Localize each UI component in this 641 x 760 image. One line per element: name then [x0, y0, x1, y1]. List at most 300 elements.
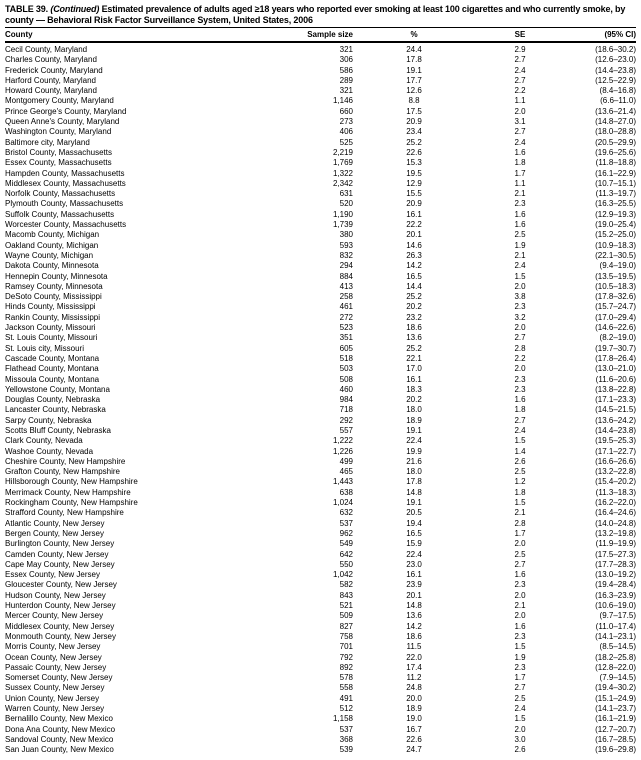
cell-county: Worcester County, Massachusetts: [5, 220, 127, 230]
cell-se: 1.6: [514, 395, 526, 405]
table-row: [5, 519, 636, 529]
cell-se: 1.6: [514, 147, 526, 157]
cell-ci: (16.3–25.5): [595, 199, 636, 209]
cell-percent: 17.8: [406, 477, 422, 487]
cell-se: 2.0: [514, 323, 526, 333]
table-row: [5, 313, 636, 323]
cell-percent: 19.5: [406, 168, 422, 178]
table-row: [5, 498, 636, 508]
cell-ci: (8.5–14.5): [599, 642, 636, 652]
table-row: [5, 642, 636, 652]
cell-ci: (13.6–21.4): [595, 106, 636, 116]
cell-ci: (11.8–18.8): [595, 158, 636, 168]
table-row: [5, 282, 636, 292]
cell-percent: 22.4: [406, 549, 422, 559]
cell-sample-size: 321: [339, 45, 353, 54]
cell-percent: 18.0: [406, 405, 422, 415]
cell-ci: (11.0–17.4): [595, 621, 636, 631]
cell-sample-size: 539: [339, 745, 353, 755]
prevalence-table: [5, 27, 636, 755]
cell-sample-size: 525: [339, 137, 353, 147]
cell-ci: (18.0–28.8): [595, 127, 636, 137]
table-title: [5, 4, 636, 26]
table-row: [5, 210, 636, 220]
cell-sample-size: 292: [339, 415, 353, 425]
cell-percent: 14.6: [406, 240, 422, 250]
cell-county: Queen Anne's County, Maryland: [5, 117, 120, 127]
cell-county: Middlesex County, New Jersey: [5, 621, 115, 631]
cell-ci: (6.6–11.0): [600, 96, 636, 106]
cell-se: 1.5: [514, 271, 526, 281]
cell-ci: (12.7–20.7): [595, 724, 636, 734]
cell-sample-size: 258: [339, 292, 353, 302]
table-row: [5, 416, 636, 426]
cell-sample-size: 1,443: [332, 477, 353, 487]
cell-se: 2.0: [514, 281, 526, 291]
cell-sample-size: 843: [339, 590, 353, 600]
cell-sample-size: 2,342: [332, 178, 353, 188]
cell-percent: 20.1: [406, 230, 422, 240]
cell-se: 1.8: [514, 487, 526, 497]
cell-county: Hunterdon County, New Jersey: [5, 601, 116, 611]
table-row: [5, 653, 636, 663]
cell-se: 2.4: [514, 704, 526, 713]
table-row: [5, 42, 636, 55]
cell-sample-size: 593: [339, 240, 353, 250]
cell-percent: 25.2: [406, 137, 422, 147]
cell-sample-size: 549: [339, 539, 353, 549]
cell-se: 2.5: [514, 230, 526, 240]
cell-county: Ramsey County, Minnesota: [5, 281, 103, 291]
cell-ci: (14.1–23.7): [595, 704, 636, 713]
cell-ci: (19.4–28.4): [595, 580, 636, 590]
cell-county: Scotts Bluff County, Nebraska: [5, 425, 111, 435]
cell-percent: 22.4: [406, 436, 422, 446]
cell-percent: 18.9: [406, 415, 422, 425]
cell-sample-size: 578: [339, 673, 353, 683]
table-row: [5, 673, 636, 683]
table-title-continued: (Continued): [50, 4, 100, 14]
cell-sample-size: 758: [339, 631, 353, 641]
cell-se: 2.3: [514, 631, 526, 641]
cell-percent: 20.1: [406, 590, 422, 600]
cell-county: Hampden County, Massachusetts: [5, 168, 125, 178]
table-header: [5, 28, 636, 43]
cell-sample-size: 521: [339, 601, 353, 611]
table-row: [5, 632, 636, 642]
cell-percent: 12.9: [406, 178, 422, 188]
cell-sample-size: 537: [339, 518, 353, 528]
column-header-sample-size: Sample size: [307, 30, 353, 39]
cell-county: Sandoval County, New Mexico: [5, 734, 114, 744]
cell-county: Grafton County, New Hampshire: [5, 467, 121, 477]
table-row: [5, 580, 636, 590]
cell-county: Sarpy County, Nebraska: [5, 415, 92, 425]
cell-ci: (16.4–24.6): [595, 508, 636, 518]
cell-county: St. Louis County, Missouri: [5, 333, 98, 343]
cell-se: 2.3: [514, 302, 526, 312]
cell-county: Warren County, New Jersey: [5, 704, 105, 713]
cell-county: Atlantic County, New Jersey: [5, 518, 105, 528]
cell-county: Cascade County, Montana: [5, 353, 100, 363]
cell-percent: 14.8: [406, 487, 422, 497]
cell-percent: 20.9: [406, 117, 422, 127]
cell-percent: 19.1: [406, 498, 422, 508]
cell-sample-size: 508: [339, 374, 353, 384]
cell-se: 1.5: [514, 498, 526, 508]
cell-percent: 24.7: [406, 745, 422, 755]
cell-se: 2.9: [514, 45, 526, 54]
cell-county: Suffolk County, Massachusetts: [5, 209, 115, 219]
cell-county: Somerset County, New Jersey: [5, 673, 113, 683]
cell-percent: 22.1: [406, 353, 422, 363]
cell-sample-size: 1,226: [332, 446, 353, 456]
table-row: [5, 529, 636, 539]
cell-sample-size: 460: [339, 384, 353, 394]
cell-se: 1.8: [514, 405, 526, 415]
cell-sample-size: 509: [339, 611, 353, 621]
cell-ci: (12.6–23.0): [595, 55, 636, 65]
table-title-number: TABLE 39.: [5, 4, 48, 14]
table-row: [5, 272, 636, 282]
cell-ci: (11.3–19.7): [595, 189, 636, 199]
cell-county: Washoe County, Nevada: [5, 446, 94, 456]
cell-sample-size: 465: [339, 467, 353, 477]
cell-ci: (14.4–23.8): [595, 425, 636, 435]
cell-ci: (17.8–26.4): [595, 353, 636, 363]
cell-sample-size: 351: [339, 333, 353, 343]
cell-percent: 17.0: [406, 364, 422, 374]
cell-percent: 13.6: [406, 333, 422, 343]
cell-se: 2.7: [514, 75, 526, 85]
cell-ci: (13.5–19.5): [595, 271, 636, 281]
cell-county: Jackson County, Missouri: [5, 323, 96, 333]
cell-county: Lancaster County, Nebraska: [5, 405, 106, 415]
table-row: [5, 86, 636, 96]
cell-sample-size: 832: [339, 250, 353, 260]
column-header-county: County: [5, 30, 33, 39]
table-row: [5, 725, 636, 735]
cell-county: Hinds County, Mississippi: [5, 302, 96, 312]
cell-sample-size: 413: [339, 281, 353, 291]
cell-se: 2.7: [514, 683, 526, 693]
cell-sample-size: 272: [339, 312, 353, 322]
cell-ci: (17.0–29.4): [595, 312, 636, 322]
cell-percent: 19.0: [406, 714, 422, 724]
table-row: [5, 292, 636, 302]
cell-sample-size: 892: [339, 662, 353, 672]
cell-se: 2.0: [514, 724, 526, 734]
cell-percent: 25.2: [406, 292, 422, 302]
table-row: [5, 683, 636, 693]
cell-percent: 15.3: [406, 158, 422, 168]
cell-percent: 16.5: [406, 528, 422, 538]
cell-se: 2.1: [514, 601, 526, 611]
cell-sample-size: 558: [339, 683, 353, 693]
table-row: [5, 107, 636, 117]
cell-se: 1.7: [514, 673, 526, 683]
table-row: [5, 220, 636, 230]
cell-county: Howard County, Maryland: [5, 86, 97, 96]
cell-ci: (16.7–28.5): [595, 734, 636, 744]
cell-county: Rockingham County, New Hampshire: [5, 498, 138, 508]
cell-sample-size: 461: [339, 302, 353, 312]
table-row: [5, 591, 636, 601]
cell-se: 2.7: [514, 415, 526, 425]
cell-se: 2.6: [514, 745, 526, 755]
column-header-ci: (95% CI): [604, 30, 636, 39]
cell-percent: 20.2: [406, 302, 422, 312]
cell-county: Ocean County, New Jersey: [5, 652, 102, 662]
cell-percent: 21.6: [406, 456, 422, 466]
cell-percent: 23.0: [406, 559, 422, 569]
cell-se: 2.1: [514, 250, 526, 260]
cell-sample-size: 2,219: [332, 147, 353, 157]
cell-county: DeSoto County, Mississippi: [5, 292, 102, 302]
cell-percent: 17.8: [406, 55, 422, 65]
cell-sample-size: 289: [339, 75, 353, 85]
table-body: [5, 42, 636, 755]
cell-se: 1.8: [514, 158, 526, 168]
cell-ci: (11.6–20.6): [595, 374, 636, 384]
cell-sample-size: 632: [339, 508, 353, 518]
table-row: [5, 560, 636, 570]
cell-percent: 18.6: [406, 631, 422, 641]
table-row: [5, 138, 636, 148]
cell-percent: 22.2: [406, 220, 422, 230]
table-row: [5, 405, 636, 415]
cell-ci: (19.5–25.3): [595, 436, 636, 446]
cell-sample-size: 718: [339, 405, 353, 415]
cell-sample-size: 499: [339, 456, 353, 466]
cell-county: Charles County, Maryland: [5, 55, 97, 65]
cell-percent: 25.2: [406, 343, 422, 353]
cell-county: Missoula County, Montana: [5, 374, 100, 384]
cell-se: 2.3: [514, 374, 526, 384]
cell-se: 1.6: [514, 220, 526, 230]
cell-county: Essex County, Massachusetts: [5, 158, 112, 168]
cell-ci: (16.1–21.9): [595, 714, 636, 724]
cell-sample-size: 605: [339, 343, 353, 353]
cell-percent: 20.2: [406, 395, 422, 405]
cell-ci: (15.2–25.0): [595, 230, 636, 240]
cell-se: 1.9: [514, 240, 526, 250]
cell-ci: (18.2–25.8): [595, 652, 636, 662]
cell-sample-size: 1,024: [332, 498, 353, 508]
cell-percent: 18.3: [406, 384, 422, 394]
cell-county: Plymouth County, Massachusetts: [5, 199, 124, 209]
cell-se: 1.4: [514, 446, 526, 456]
cell-sample-size: 582: [339, 580, 353, 590]
cell-sample-size: 550: [339, 559, 353, 569]
cell-percent: 15.5: [406, 189, 422, 199]
cell-sample-size: 642: [339, 549, 353, 559]
table-row: [5, 622, 636, 632]
cell-sample-size: 368: [339, 734, 353, 744]
cell-ci: (13.8–22.8): [595, 384, 636, 394]
cell-ci: (14.1–23.1): [595, 631, 636, 641]
cell-county: Passaic County, New Jersey: [5, 662, 107, 672]
table-row: [5, 550, 636, 560]
column-header-se: SE: [514, 30, 526, 39]
cell-ci: (18.6–30.2): [595, 45, 636, 54]
cell-ci: (12.9–19.3): [595, 209, 636, 219]
cell-se: 1.6: [514, 570, 526, 580]
cell-county: Hillsborough County, New Hampshire: [5, 477, 138, 487]
cell-sample-size: 1,042: [332, 570, 353, 580]
cell-ci: (20.5–29.9): [595, 137, 636, 147]
cell-sample-size: 520: [339, 199, 353, 209]
table-row: [5, 745, 636, 755]
cell-se: 2.3: [514, 199, 526, 209]
cell-county: Dona Ana County, New Mexico: [5, 724, 116, 734]
cell-percent: 8.8: [408, 96, 420, 106]
table-row: [5, 601, 636, 611]
table-row: [5, 199, 636, 209]
cell-ci: (9.4–19.0): [599, 261, 636, 271]
cell-county: Baltimore city, Maryland: [5, 137, 90, 147]
cell-county: Flathead County, Montana: [5, 364, 99, 374]
cell-county: Dakota County, Minnesota: [5, 261, 99, 271]
table-row: [5, 714, 636, 724]
cell-sample-size: 1,146: [332, 96, 353, 106]
table-row: [5, 261, 636, 271]
cell-sample-size: 518: [339, 353, 353, 363]
cell-se: 3.0: [514, 734, 526, 744]
cell-county: Cheshire County, New Hampshire: [5, 456, 126, 466]
cell-county: Bristol County, Massachusetts: [5, 147, 113, 157]
cell-county: Monmouth County, New Jersey: [5, 631, 117, 641]
cell-ci: (13.2–19.8): [595, 528, 636, 538]
cell-sample-size: 827: [339, 621, 353, 631]
cell-percent: 26.3: [406, 250, 422, 260]
cell-sample-size: 792: [339, 652, 353, 662]
cell-se: 2.4: [514, 425, 526, 435]
cell-sample-size: 1,190: [332, 209, 353, 219]
column-header-percent: %: [410, 30, 418, 39]
table-row: [5, 395, 636, 405]
cell-county: Essex County, New Jersey: [5, 570, 100, 580]
cell-percent: 22.6: [406, 147, 422, 157]
cell-sample-size: 660: [339, 106, 353, 116]
cell-ci: (13.0–21.0): [595, 364, 636, 374]
cell-se: 2.5: [514, 467, 526, 477]
cell-county: Hennepin County, Minnesota: [5, 271, 108, 281]
cell-se: 1.5: [514, 714, 526, 724]
cell-ci: (7.9–14.5): [599, 673, 636, 683]
cell-se: 2.8: [514, 518, 526, 528]
cell-se: 1.5: [514, 642, 526, 652]
cell-sample-size: 1,158: [332, 714, 353, 724]
cell-ci: (8.4–16.8): [599, 86, 636, 96]
cell-ci: (19.6–29.8): [595, 745, 636, 755]
cell-county: St. Louis city, Missouri: [5, 343, 84, 353]
table-row: [5, 508, 636, 518]
cell-se: 2.7: [514, 559, 526, 569]
table-row: [5, 611, 636, 621]
cell-ci: (11.3–18.3): [595, 487, 636, 497]
cell-sample-size: 503: [339, 364, 353, 374]
table-row: [5, 66, 636, 76]
cell-percent: 19.4: [406, 518, 422, 528]
cell-se: 3.8: [514, 292, 526, 302]
cell-ci: (12.5–22.9): [595, 75, 636, 85]
cell-percent: 24.4: [406, 45, 422, 54]
cell-ci: (10.5–18.3): [595, 281, 636, 291]
cell-sample-size: 701: [339, 642, 353, 652]
cell-sample-size: 406: [339, 127, 353, 137]
cell-county: Washington County, Maryland: [5, 127, 112, 137]
cell-sample-size: 884: [339, 271, 353, 281]
cell-percent: 22.0: [406, 652, 422, 662]
table-row: [5, 570, 636, 580]
cell-ci: (10.6–19.0): [595, 601, 636, 611]
cell-ci: (19.6–25.6): [595, 147, 636, 157]
cell-sample-size: 962: [339, 528, 353, 538]
table-row: [5, 189, 636, 199]
cell-ci: (14.8–27.0): [595, 117, 636, 127]
cell-se: 1.7: [514, 168, 526, 178]
cell-ci: (15.4–20.2): [595, 477, 636, 487]
cell-ci: (16.3–23.9): [595, 590, 636, 600]
table-row: [5, 364, 636, 374]
table-row: [5, 55, 636, 65]
cell-se: 2.0: [514, 539, 526, 549]
table-row: [5, 354, 636, 364]
cell-ci: (14.4–23.8): [595, 65, 636, 75]
cell-county: Rankin County, Mississippi: [5, 312, 100, 322]
cell-se: 3.1: [514, 117, 526, 127]
cell-se: 3.2: [514, 312, 526, 322]
cell-se: 2.3: [514, 384, 526, 394]
cell-ci: (16.2–22.0): [595, 498, 636, 508]
cell-county: Oakland County, Michigan: [5, 240, 99, 250]
cell-percent: 16.1: [406, 570, 422, 580]
table-row: [5, 663, 636, 673]
cell-percent: 14.4: [406, 281, 422, 291]
cell-percent: 23.9: [406, 580, 422, 590]
table-row: [5, 158, 636, 168]
table-row: [5, 735, 636, 745]
cell-ci: (14.0–24.8): [595, 518, 636, 528]
cell-percent: 16.5: [406, 271, 422, 281]
cell-ci: (17.1–22.7): [595, 446, 636, 456]
cell-ci: (11.9–19.9): [595, 539, 636, 549]
cell-ci: (10.7–15.1): [595, 178, 636, 188]
cell-ci: (15.1–24.9): [595, 693, 636, 703]
cell-percent: 14.8: [406, 601, 422, 611]
cell-ci: (17.5–27.3): [595, 549, 636, 559]
table-row: [5, 447, 636, 457]
cell-ci: (14.6–22.6): [595, 323, 636, 333]
cell-ci: (14.5–21.5): [595, 405, 636, 415]
cell-county: Strafford County, New Hampshire: [5, 508, 124, 518]
table-row: [5, 467, 636, 477]
cell-county: Bernalillo County, New Mexico: [5, 714, 113, 724]
table-row: [5, 169, 636, 179]
cell-county: Cecil County, Maryland: [5, 45, 88, 54]
cell-county: Middlesex County, Massachusetts: [5, 178, 126, 188]
table-row: [5, 488, 636, 498]
cell-county: Montgomery County, Maryland: [5, 96, 114, 106]
cell-sample-size: 537: [339, 724, 353, 734]
cell-sample-size: 523: [339, 323, 353, 333]
cell-sample-size: 380: [339, 230, 353, 240]
table-row: [5, 230, 636, 240]
cell-sample-size: 984: [339, 395, 353, 405]
cell-ci: (17.7–28.3): [595, 559, 636, 569]
cell-se: 2.7: [514, 55, 526, 65]
